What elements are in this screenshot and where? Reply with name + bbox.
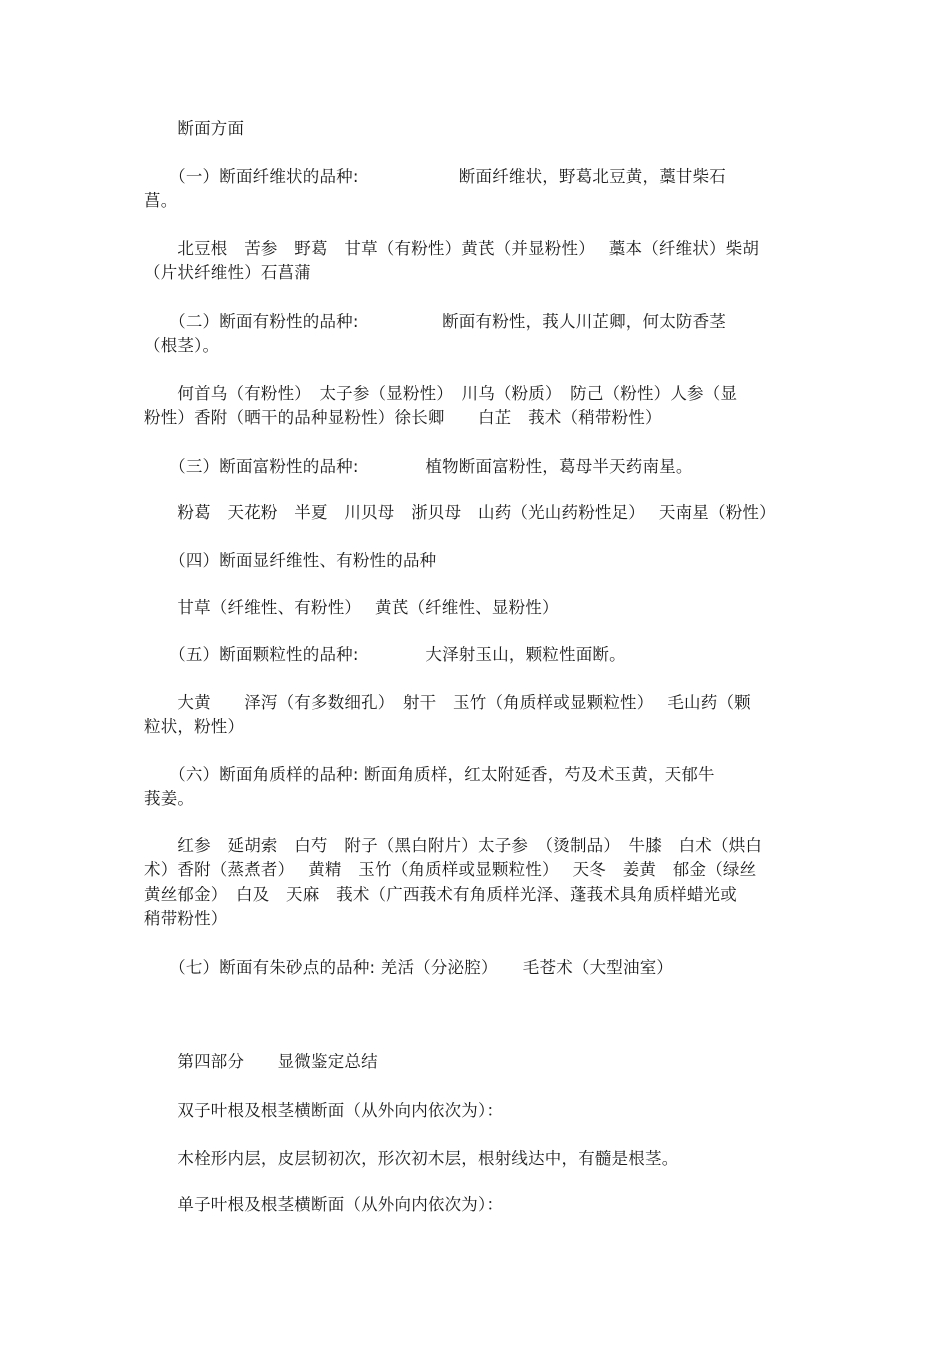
paragraph-line: 术）香附（蒸煮者） 黄精 玉竹（角质样或显颗粒性） 天冬 姜黄 郁金（绿丝 bbox=[144, 860, 757, 879]
paragraph-line: 粉性）香附（晒干的品种显粉性）徐长卿 白芷 莪术（稍带粉性） bbox=[144, 408, 662, 427]
paragraph-line: 粉葛 天花粉 半夏 川贝母 浙贝母 山药（光山药粉性足） 天南星（粉性） bbox=[144, 503, 776, 522]
paragraph-line: 甘草（纤维性、有粉性） 黄芪（纤维性、显粉性） bbox=[144, 598, 559, 617]
paragraph-line: 双子叶根及根茎横断面（从外向内依次为）： bbox=[144, 1101, 504, 1120]
paragraph-line: （二）断面有粉性的品种: 断面有粉性，莪人川芷卿，何太防香茎 bbox=[144, 312, 727, 331]
paragraph-line: （一）断面纤维状的品种: 断面纤维状，野葛北豆黄，藁甘柴石 bbox=[144, 167, 727, 186]
paragraph-line: （六）断面角质样的品种: 断面角质样，红太附延香，芍及术玉黄，天郁牛 bbox=[144, 765, 715, 784]
paragraph-line: 红参 延胡索 白芍 附子（黑白附片）太子参 （烫制品） 牛膝 白术（烘白 bbox=[144, 836, 763, 855]
paragraph-line: （片状纤维性）石菖蒲 bbox=[144, 263, 311, 282]
paragraph-line: 稍带粉性） bbox=[144, 909, 228, 928]
paragraph-line: 木栓形内层，皮层韧初次，形次初木层，根射线达中，有髓是根茎。 bbox=[144, 1149, 679, 1168]
section-heading: 断面方面 bbox=[144, 119, 245, 138]
paragraph-line: 大黄 泽泻（有多数细孔） 射干 玉竹（角质样或显颗粒性） 毛山药（颗 bbox=[144, 693, 751, 712]
paragraph-line: （三）断面富粉性的品种: 植物断面富粉性，葛母半天药南星。 bbox=[144, 457, 693, 476]
paragraph-line: 菖。 bbox=[144, 191, 178, 210]
paragraph-line: （七）断面有朱砂点的品种: 羌活（分泌腔） 毛苍术（大型油室） bbox=[144, 958, 674, 977]
paragraph-line: 莪姜。 bbox=[144, 789, 195, 808]
paragraph-line: 北豆根 苦参 野葛 甘草（有粉性）黄芪（并显粉性） 藁本（纤维状）柴胡 bbox=[144, 239, 760, 258]
paragraph-line: （根茎）。 bbox=[144, 336, 220, 355]
paragraph-line: 单子叶根及根茎横断面（从外向内依次为）： bbox=[144, 1195, 504, 1214]
paragraph-line: 黄丝郁金） 白及 天麻 莪术（广西莪术有角质样光泽、蓬莪术具角质样蜡光或 bbox=[144, 885, 737, 904]
section-heading: 第四部分 显微鉴定总结 bbox=[144, 1052, 378, 1071]
paragraph-line: （四）断面显纤维性、有粉性的品种 bbox=[144, 551, 437, 570]
paragraph-line: 粒状，粉性） bbox=[144, 717, 245, 736]
paragraph-line: （五）断面颗粒性的品种: 大泽射玉山，颗粒性面断。 bbox=[144, 645, 626, 664]
paragraph-line: 何首乌（有粉性） 太子参（显粉性） 川乌（粉质） 防己（粉性）人参（显 bbox=[144, 384, 738, 403]
